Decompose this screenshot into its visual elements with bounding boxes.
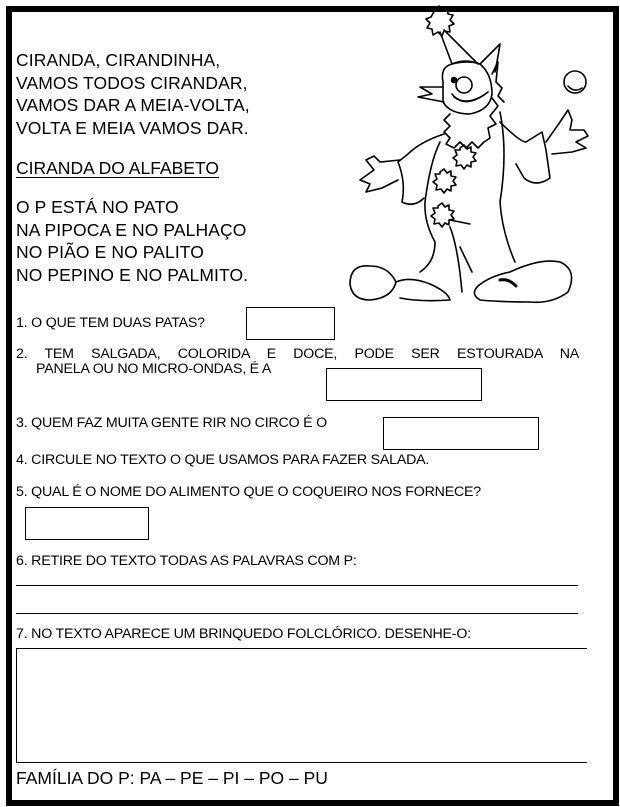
poem-line: VOLTA E MEIA VAMOS DAR.: [16, 117, 249, 138]
poem-stanza-1: [16, 49, 250, 139]
answer-box-5[interactable]: [25, 507, 149, 540]
question-2-line-2: PANELA OU NO MICRO-ONDAS, É A: [36, 361, 272, 377]
question-6: 6. RETIRE DO TEXTO TODAS AS PALAVRAS COM P:: [16, 553, 357, 569]
poem-line: NO PEPINO E NO PALMITO.: [16, 264, 249, 285]
answer-line-2[interactable]: [16, 613, 578, 614]
question-4: 4. CIRCULE NO TEXTO O QUE USAMOS PARA FAZER SALADA.: [16, 452, 430, 468]
question-5: 5. QUAL É O NOME DO ALIMENTO QUE O COQUEIRO NOS FORNECE?: [16, 484, 481, 500]
syllable-family: FAMÍLIA DO P: PA – PE – PI – PO – PU: [16, 768, 328, 788]
answer-box-3[interactable]: [383, 417, 539, 450]
poem-title: CIRANDA DO ALFABETO: [16, 158, 219, 178]
clown-juggling-icon: [340, 2, 600, 308]
poem-stanza-2: [16, 196, 248, 286]
question-7: 7. NO TEXTO APARECE UM BRINQUEDO FOLCLÓRICO. DESENHE-O:: [16, 626, 471, 642]
poem-line: VAMOS TODOS CIRANDAR,: [16, 72, 248, 93]
question-2-line-1: 2. TEM SALGADA, COLORIDA E DOCE, PODE SER ESTOURADA NA: [16, 346, 579, 362]
poem-line: NO PIÃO E NO PALITO: [16, 242, 204, 262]
question-2: [16, 346, 579, 377]
poem-line: VAMOS DAR A MEIA-VOLTA,: [16, 95, 250, 115]
poem-line: O P ESTÁ NO PATO: [16, 197, 179, 217]
question-3: 3. QUEM FAZ MUITA GENTE RIR NO CIRCO É O: [16, 415, 327, 431]
poem-line: CIRANDA, CIRANDINHA,: [16, 50, 221, 70]
poem-line: NA PIPOCA E NO PALHAÇO: [16, 219, 247, 240]
drawing-area[interactable]: [16, 648, 587, 763]
question-1: 1. O QUE TEM DUAS PATAS?: [16, 315, 205, 331]
answer-box-2[interactable]: [326, 368, 482, 401]
answer-box-1[interactable]: [246, 307, 335, 340]
answer-line-1[interactable]: [16, 585, 578, 586]
